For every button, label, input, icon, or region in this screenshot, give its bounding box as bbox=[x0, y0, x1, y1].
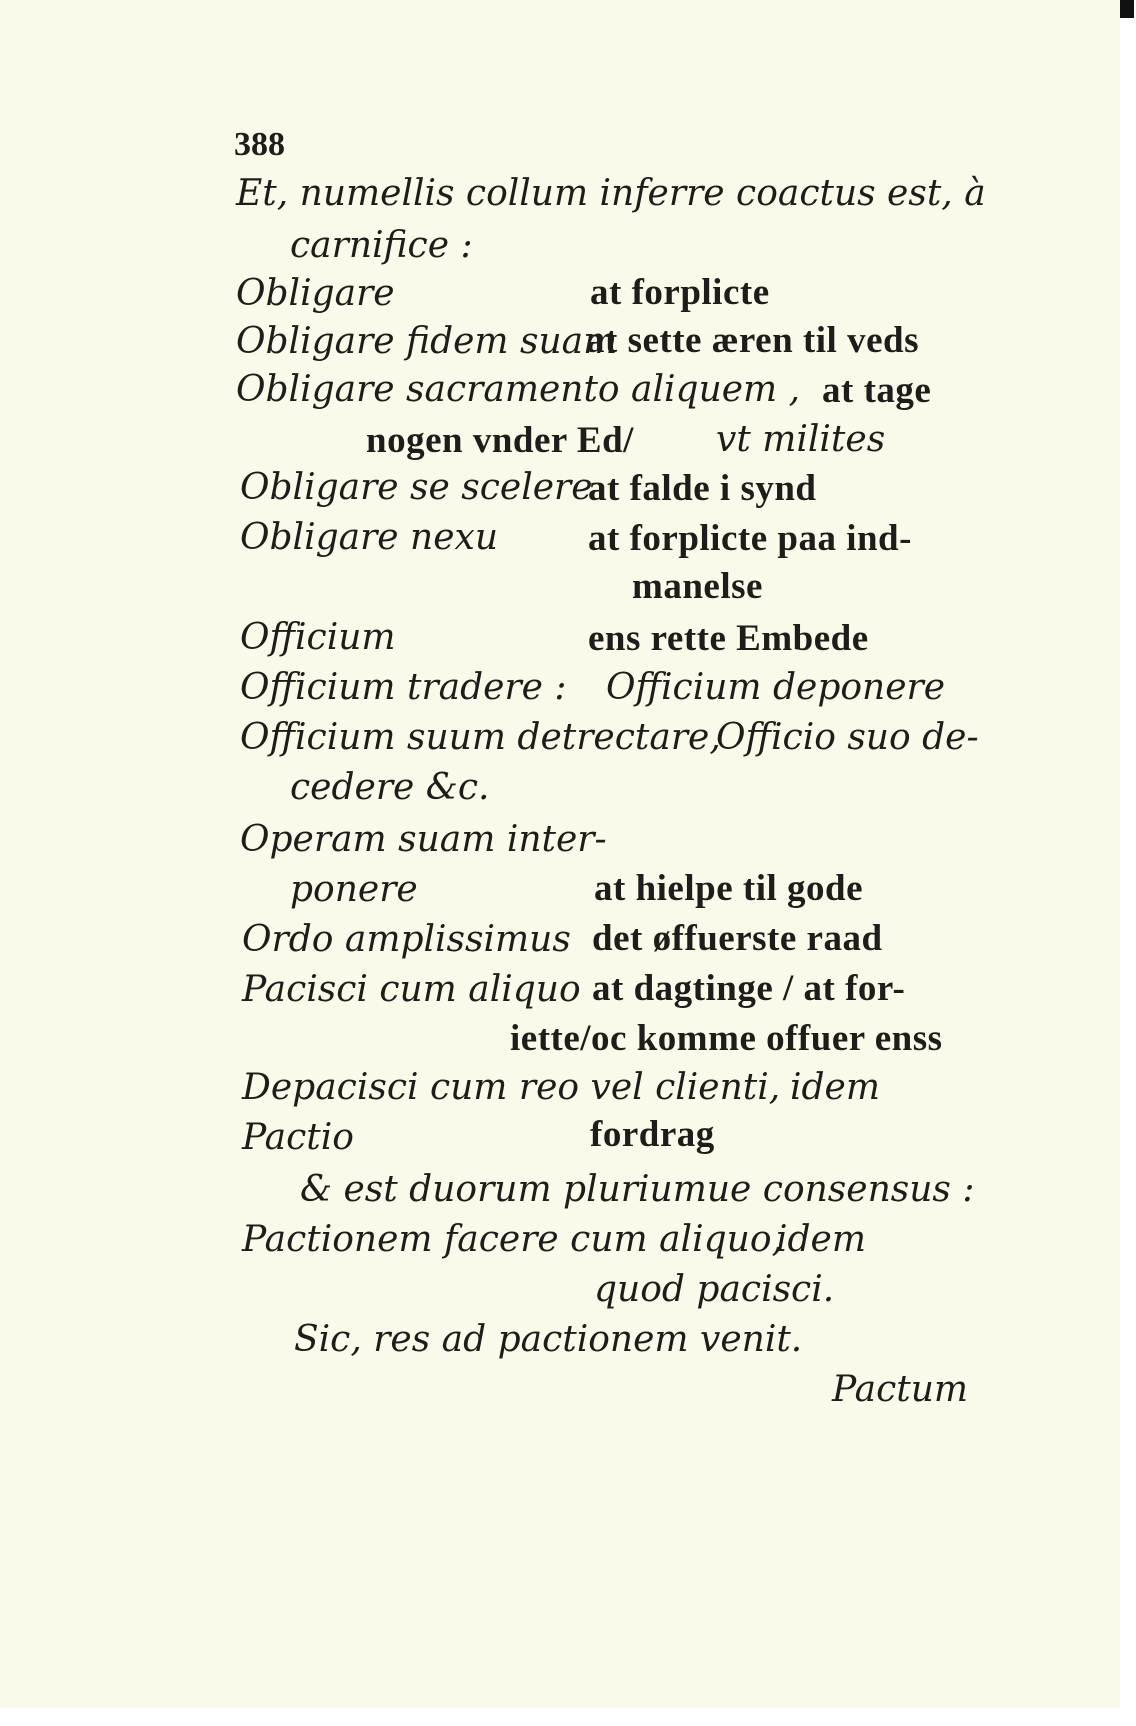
catchword: Pactum bbox=[832, 1369, 969, 1410]
latin-term: ponere bbox=[290, 869, 418, 910]
text-line: & est duorum pluriumue consensus : bbox=[300, 1169, 975, 1210]
danish-gloss: manelse bbox=[632, 566, 763, 607]
scan-corner-mark bbox=[1120, 0, 1134, 18]
danish-gloss: at sette æren til veds bbox=[586, 320, 919, 361]
danish-gloss: at forplicte bbox=[590, 272, 770, 313]
text-line: Et, numellis collum inferre coactus est, à bbox=[236, 173, 986, 214]
page-number: 388 bbox=[234, 126, 285, 163]
danish-gloss: at forplicte paa ind- bbox=[588, 518, 912, 559]
latin-term: Ordo amplissimus bbox=[242, 919, 571, 960]
danish-gloss: at falde i synd bbox=[588, 468, 817, 509]
danish-gloss: ens rette Embede bbox=[588, 618, 869, 659]
latin-term: Obligare sacramento aliquem , bbox=[236, 369, 801, 410]
latin-term: Pacisci cum aliquo bbox=[242, 969, 581, 1010]
danish-gloss: iette/oc komme offuer enss bbox=[510, 1018, 943, 1059]
text-line: carnifice : bbox=[290, 225, 473, 266]
latin-term: Obligare nexu bbox=[240, 517, 499, 558]
scan-border-right bbox=[1120, 0, 1136, 1726]
danish-gloss: det øffuerste raad bbox=[592, 918, 883, 959]
text-line: quod pacisci. bbox=[594, 1269, 835, 1310]
latin-term: Officium deponere bbox=[606, 667, 946, 708]
danish-gloss: at dagtinge / at for- bbox=[592, 968, 906, 1009]
text-line: Sic, res ad pactionem venit. bbox=[294, 1319, 803, 1360]
latin-term: Obligare se scelere bbox=[240, 467, 593, 508]
danish-gloss: nogen vnder Ed/ bbox=[366, 420, 634, 461]
danish-gloss: fordrag bbox=[590, 1114, 715, 1155]
danish-gloss: at tage bbox=[822, 370, 932, 411]
scan-border-bottom bbox=[0, 1708, 1136, 1726]
latin-term: Pactionem facere cum aliquo, bbox=[242, 1219, 783, 1260]
latin-term: Officium suum detrectare, bbox=[240, 717, 721, 758]
latin-term: Operam suam inter- bbox=[240, 819, 607, 860]
latin-term: vt milites bbox=[716, 419, 886, 460]
text-line: cedere &c. bbox=[290, 767, 490, 808]
latin-term: Obligare fidem suam bbox=[236, 321, 618, 362]
danish-gloss: at hielpe til gode bbox=[594, 868, 864, 909]
latin-term: Officium bbox=[240, 617, 396, 658]
latin-term: Depacisci cum reo vel clienti, bbox=[242, 1067, 781, 1108]
latin-term: Pactio bbox=[242, 1117, 354, 1158]
latin-term: Officio suo de- bbox=[716, 717, 979, 758]
latin-term: Officium tradere : bbox=[240, 667, 567, 708]
latin-term: idem bbox=[790, 1067, 880, 1108]
latin-term: idem bbox=[776, 1219, 866, 1260]
latin-term: Obligare bbox=[236, 273, 395, 314]
